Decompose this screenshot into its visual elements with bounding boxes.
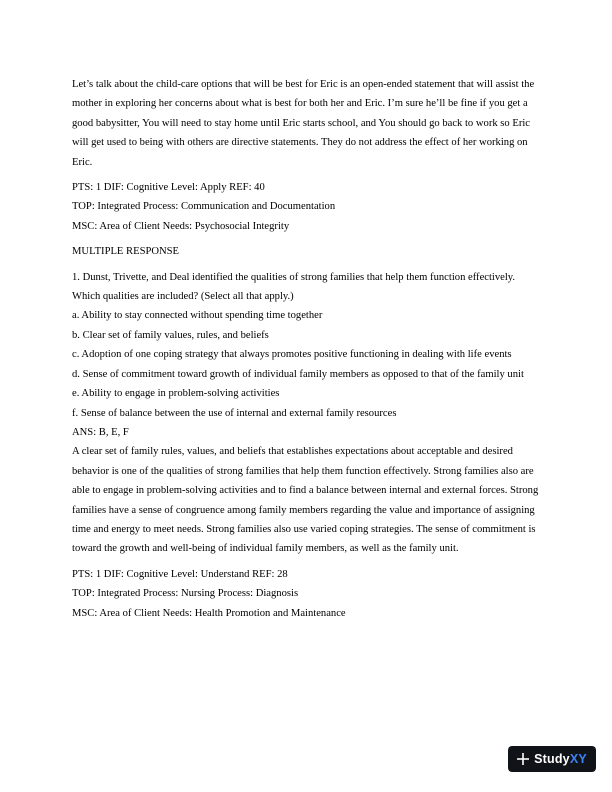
question-metadata bbox=[72, 178, 542, 236]
option-c: c. Adoption of one coping strategy that always promotes positive functioning in dealing with life events bbox=[72, 349, 512, 361]
option-b: b. Clear set of family values, rules, and beliefs bbox=[72, 329, 269, 341]
rationale-paragraph: Let’s talk about the child-care options that will be best for Eric is an open-ended statement that will assist the mother in exploring her concerns about what is best for both her and Eric. I’m sure he’ll be fine if you get a good babysitter, You will need to stay home until Eric starts school, and You should go back to work so Eric will get used to being with others are directive statements. They do not address the effect of her working on Eric. bbox=[72, 79, 535, 168]
pts-line: PTS: 1 DIF: Cognitive Level: Apply REF: 40 bbox=[72, 182, 265, 194]
topic-line: TOP: Integrated Process: Communication and Documentation bbox=[72, 201, 336, 213]
option-d: d. Sense of commitment toward growth of individual family members as opposed to that of the family unit bbox=[72, 368, 524, 380]
question-metadata-2 bbox=[72, 565, 542, 623]
plus-icon bbox=[517, 753, 529, 765]
document-body bbox=[72, 75, 542, 623]
msc-line-2: MSC: Area of Client Needs: Health Promotion and Maintenance bbox=[72, 607, 346, 619]
answer-rationale: A clear set of family rules, values, and beliefs that establishes expectations about acceptable and desired behavior is one of the qualities of strong families that help them function effectively. Strong families also are able to engage in problem-solving activities and to find a balance between internal and external forces. Strong families have a sense of congruence among family members regarding the value and importance of assigning time and energy to meet needs. Strong families also use varied coping strategies. The sense of commitment is toward the growth and well-being of individual family members, as well as the family unit. bbox=[72, 446, 539, 555]
option-f: f. Sense of balance between the use of internal and external family resources bbox=[72, 407, 397, 419]
option-a: a. Ability to stay connected without spending time together bbox=[72, 310, 323, 322]
section-heading: MULTIPLE RESPONSE bbox=[72, 246, 180, 258]
brand-study-text: Study bbox=[534, 752, 570, 766]
question-stem: 1. Dunst, Trivette, and Deal identified the qualities of strong families that help them function effectively. Which qualities are included? (Select all that apply.) bbox=[72, 271, 516, 303]
answer-line: ANS: B, E, F bbox=[72, 426, 129, 438]
brand-wordmark bbox=[534, 746, 587, 772]
pts-line-2: PTS: 1 DIF: Cognitive Level: Understand REF: 28 bbox=[72, 568, 288, 580]
msc-line: MSC: Area of Client Needs: Psychosocial Integrity bbox=[72, 220, 290, 232]
studyxy-logo-badge[interactable] bbox=[508, 746, 596, 772]
question-block bbox=[72, 268, 542, 559]
brand-xy-text: XY bbox=[569, 752, 587, 766]
option-e: e. Ability to engage in problem-solving activities bbox=[72, 388, 280, 400]
topic-line-2: TOP: Integrated Process: Nursing Process: Diagnosis bbox=[72, 588, 299, 600]
